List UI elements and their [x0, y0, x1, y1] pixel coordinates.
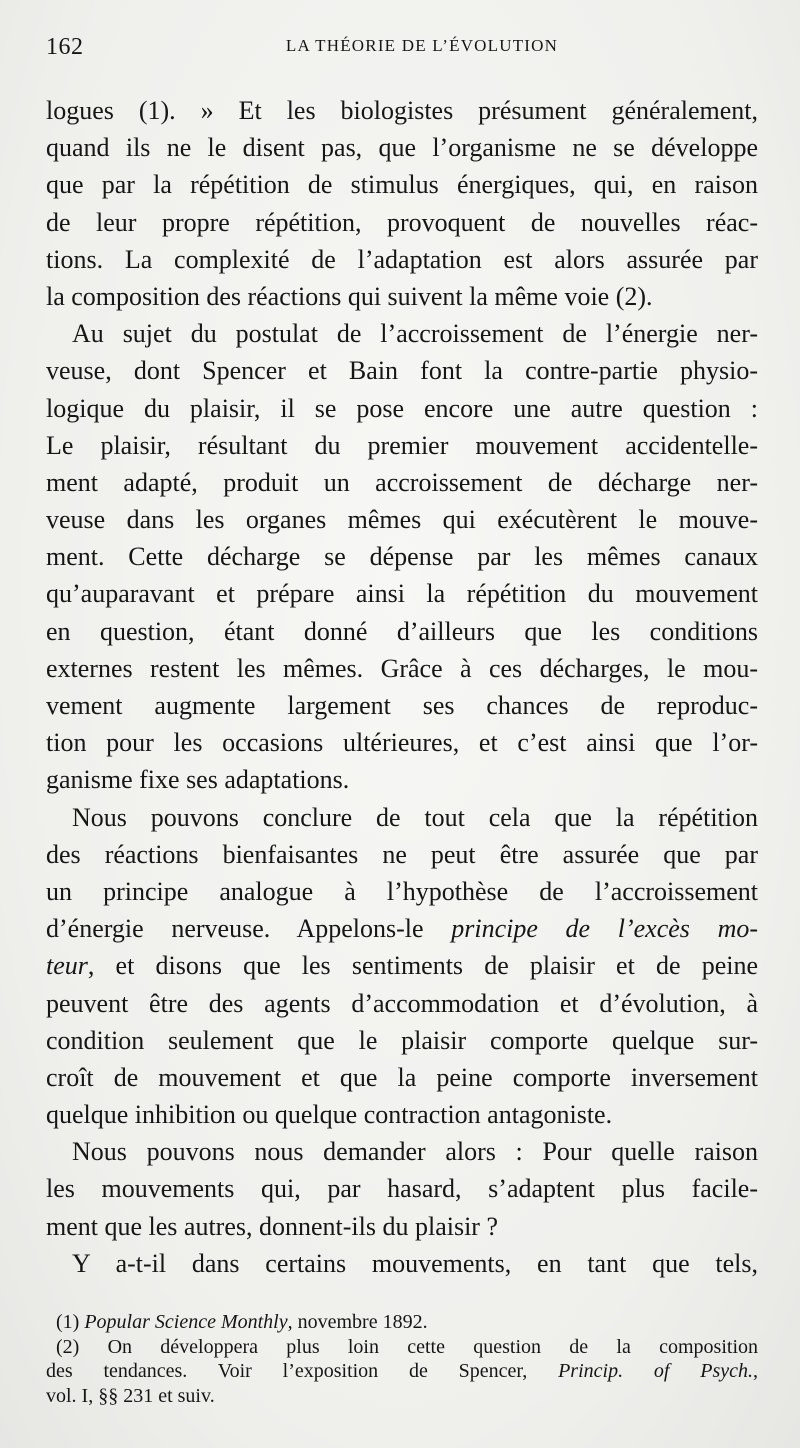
- footnote-2-end: vol. I, §§ 231 et suiv.: [46, 1384, 215, 1407]
- text-line: vement augmente largement ses chances de reproduc-: [46, 691, 758, 720]
- text-line: que par la répétition de stimulus énergiques, qui, en raison: [46, 170, 758, 200]
- emphasized-term-end: teur: [46, 951, 88, 981]
- footnote-marker: (1): [56, 1311, 80, 1333]
- text-line: ganisme fixe ses adaptations.: [46, 765, 350, 795]
- text-fragment: , et disons que les sentiments de plaisir et de peine: [87, 951, 758, 981]
- footnote-text: On développera plus loin cette question de la composition: [107, 1335, 758, 1358]
- text-line: un principe analogue à l’hypothèse de l’accroissement: [46, 876, 758, 906]
- footnote-text: , novembre 1892.: [287, 1311, 428, 1333]
- text-line: Nous pouvons conclure de tout cela que la répétition: [72, 802, 758, 832]
- page-number: 162: [46, 34, 84, 60]
- footnote-title: Princip. of Psych.: [558, 1360, 753, 1382]
- text-line: qu’auparavant et prépare ainsi la répétition du mouvement: [46, 579, 758, 609]
- text-line: la composition des réactions qui suivent la même voie (2).: [46, 281, 653, 311]
- text-line: veuse, dont Spencer et Bain font la contre-partie physio-: [46, 356, 758, 386]
- text-line: tion pour les occasions ultérieures, et c’est ainsi que l’or-: [46, 728, 758, 758]
- footnotes: [46, 1310, 758, 1408]
- footnote-punct: ,: [753, 1360, 758, 1382]
- text-line-with-emphasis: [46, 910, 758, 947]
- text-line: quelque inhibition ou quelque contraction antagoniste.: [46, 1100, 613, 1130]
- footnote-text: des tendances. Voir l’exposition de Spencer,: [46, 1360, 528, 1382]
- text-line: croît de mouvement et que la peine comporte inversement: [46, 1062, 758, 1092]
- text-line: quand ils ne le disent pas, que l’organisme ne se développe: [46, 133, 758, 163]
- text-line: Nous pouvons nous demander alors : Pour quelle raison: [72, 1137, 758, 1167]
- footnote-1: [46, 1310, 758, 1335]
- text-fragment: d’énergie nerveuse. Appelons-le: [46, 914, 424, 944]
- footnote-2: [46, 1335, 758, 1360]
- text-line: logique du plaisir, il se pose encore une autre question :: [46, 393, 758, 423]
- text-line: des réactions bienfaisantes ne peut être assurée que par: [46, 839, 758, 869]
- emphasized-term: principe de l’excès mo-: [451, 914, 759, 944]
- text-line: en question, étant donné d’ailleurs que les conditions: [46, 616, 758, 646]
- text-line-with-emphasis: [46, 947, 758, 984]
- text-line: de leur propre répétition, provoquent de nouvelles réac-: [46, 207, 758, 237]
- text-line: tions. La complexité de l’adaptation est alors assurée par: [46, 244, 758, 274]
- text-line: peuvent être des agents d’accommodation et d’évolution, à: [46, 988, 758, 1018]
- body-text: [46, 92, 758, 1282]
- text-line: Au sujet du postulat de l’accroissement de l’énergie ner-: [72, 319, 758, 349]
- text-line: Le plaisir, résultant du premier mouvement accidentelle-: [46, 430, 758, 460]
- text-line: condition seulement que le plaisir comporte quelque sur-: [46, 1025, 758, 1055]
- footnote-2-continued: [46, 1359, 758, 1384]
- text-line: ment que les autres, donnent-ils du plaisir ?: [46, 1211, 499, 1241]
- running-head: LA THÉORIE DE L’ÉVOLUTION: [285, 36, 559, 55]
- footnote-title: Popular Science Monthly: [84, 1311, 288, 1333]
- text-line: externes restent les mêmes. Grâce à ces décharges, le mou-: [46, 653, 758, 683]
- page-header: [46, 34, 758, 64]
- text-line: veuse dans les organes mêmes qui exécutèrent le mouve-: [46, 505, 758, 535]
- footnote-marker: (2): [56, 1335, 80, 1358]
- text-line: ment adapté, produit un accroissement de décharge ner-: [46, 467, 758, 497]
- text-line: les mouvements qui, par hasard, s’adaptent plus facile-: [46, 1174, 758, 1204]
- text-line: ment. Cette décharge se dépense par les mêmes canaux: [46, 542, 758, 572]
- text-line: logues (1). » Et les biologistes présument généralement,: [46, 96, 758, 125]
- text-line: Y a-t-il dans certains mouvements, en tant que tels,: [72, 1248, 758, 1278]
